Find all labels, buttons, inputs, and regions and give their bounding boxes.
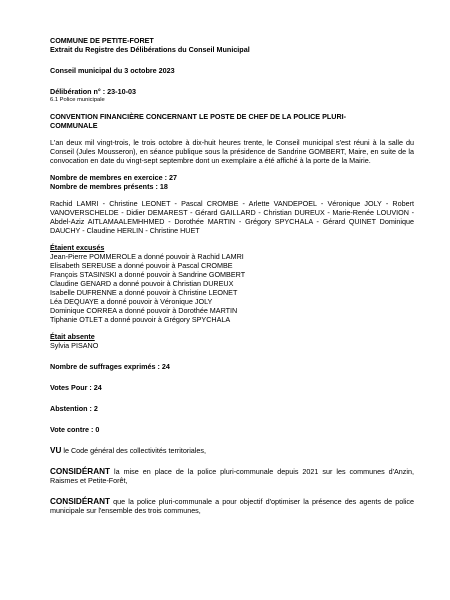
registre-extrait: Extrait du Registre des Délibérations du Conseil Municipal bbox=[50, 45, 250, 54]
conseil-date: Conseil municipal du 3 octobre 2023 bbox=[50, 66, 175, 75]
list-item: Isabelle DUFRENNE a donné pouvoir à Christine LEONET bbox=[50, 288, 238, 297]
abstention: Abstention : 2 bbox=[50, 404, 98, 413]
considerant-label: CONSIDÉRANT bbox=[50, 467, 111, 476]
absente-name: Sylvia PISANO bbox=[50, 341, 99, 350]
absente-title: Était absente bbox=[50, 332, 95, 341]
list-item: Dominique CORREA a donné pouvoir à Dorothée MARTIN bbox=[50, 306, 238, 315]
membres-presents: Nombre de membres présents : 18 bbox=[50, 182, 168, 191]
deliberation-category: 6.1 Police municipale bbox=[50, 97, 105, 103]
list-item: Claudine GENARD a donné pouvoir à Christian DUREUX bbox=[50, 279, 234, 288]
vu-label: VU bbox=[50, 446, 62, 455]
list-item: Jean-Pierre POMMEROLE a donné pouvoir à Rachid LAMRI bbox=[50, 252, 244, 261]
vu-paragraph bbox=[50, 446, 414, 455]
considerant-paragraph-1 bbox=[50, 467, 414, 485]
considerant-paragraph-2 bbox=[50, 497, 414, 515]
suffrages-exprimes: Nombre de suffrages exprimés : 24 bbox=[50, 362, 170, 371]
excuses-title: Étaient excusés bbox=[50, 243, 105, 252]
intro-paragraph: L'an deux mil vingt-trois, le trois octobre à dix-huit heures trente, le Conseil municipal s'est réuni à la salle du Conseil (Jules Mousseron), en séance publique sous la présidence de Sandrine GOMBERT, Maire, en suite de la convocation en date du vingt-sept septembre dont un exemplaire a été affiché à la porte de la Mairie. bbox=[50, 138, 414, 165]
document-page bbox=[50, 36, 414, 515]
votes-pour: Votes Pour : 24 bbox=[50, 383, 102, 392]
excuses-list bbox=[50, 252, 414, 324]
list-item: Elisabeth SEREUSE a donné pouvoir à Pascal CROMBE bbox=[50, 261, 233, 270]
vu-text: le Code général des collectivités territoriales, bbox=[61, 446, 206, 455]
list-item: François STASINSKI a donné pouvoir à Sandrine GOMBERT bbox=[50, 270, 246, 279]
objet-line-1: CONVENTION FINANCIÈRE CONCERNANT LE POSTE DE CHEF DE LA POLICE PLURI- bbox=[50, 112, 347, 121]
vote-contre: Vote contre : 0 bbox=[50, 425, 100, 434]
list-item: Léa DEQUAYE a donné pouvoir à Véronique JOLY bbox=[50, 297, 213, 306]
commune-name: COMMUNE DE PETITE-FORET bbox=[50, 36, 154, 45]
membres-exercice: Nombre de membres en exercice : 27 bbox=[50, 173, 178, 182]
considerant-label: CONSIDÉRANT bbox=[50, 497, 111, 506]
objet-line-2: COMMUNALE bbox=[50, 121, 98, 130]
presents-list: Rachid LAMRI - Christine LEONET - Pascal CROMBE - Arlette VANDEPOEL - Véronique JOLY - Robert VANOVERSCHELDE - Didier DEMAREST - Gérard GAILLARD - Christian DUREUX - Marie-Renée LOUVION - Abdel-Aziz AITLAMAALEMHHMED - Dorothée MARTIN - Grégory SPYCHALA - Gérard QUINET Dominique DAUCHY - Claudine HERLIN - Christine HUET bbox=[50, 199, 414, 235]
considerant-text: la mise en place de la police pluri-communale depuis 2021 sur les communes d'Anzin, Raismes et Petite-Forêt, bbox=[50, 467, 414, 485]
considerant-text: que la police pluri-communale a pour objectif d'optimiser la présence des agents de police municipale sur l'ensemble des trois communes, bbox=[50, 497, 414, 515]
deliberation-number: Délibération n° : 23-10-03 bbox=[50, 87, 136, 96]
list-item: Tiphanie OTLET a donné pouvoir à Grégory SPYCHALA bbox=[50, 315, 231, 324]
